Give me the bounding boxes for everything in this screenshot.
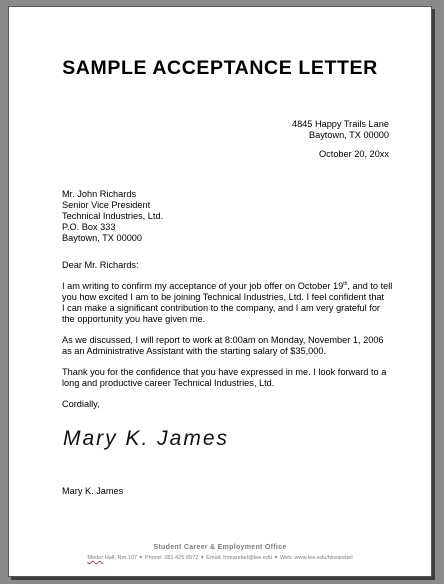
closing: Cordially, <box>62 399 100 409</box>
footer-office-name: Student Career & Employment Office <box>153 544 287 551</box>
paragraph-1-line-4: the opportunity you have given me. <box>62 314 206 324</box>
paragraph-1-line-2: you how excited I am to be joining Technical Industries, Ltd. I feel confident that <box>62 292 385 302</box>
paragraph-1-line-1: I am writing to confirm my acceptance of your job offer on October 19th, and to tell <box>62 280 393 291</box>
printed-name: Mary K. James <box>62 486 124 496</box>
paragraph-2-line-2: as an Administrative Assistant with the starting salary of $35,000. <box>62 346 327 356</box>
paragraph-1-line-3: I can make a significant contribution to the company, and I am very grateful for <box>62 303 380 313</box>
letter-date: October 20, 20xx <box>319 149 389 159</box>
salutation: Dear Mr. Richards: <box>62 260 139 270</box>
recipient-po-box: P.O. Box 333 <box>62 222 116 232</box>
signature: Mary K. James <box>63 427 230 450</box>
letter-page <box>8 6 432 577</box>
paragraph-3-line-2: long and productive career Technical Industries, Ltd. <box>62 378 275 388</box>
footer-contact-details: Hall, Rm 107 ✦ Phone: 281.425.6572 ✦ Email: hirearebel@lee.edu ✦ Web: www.lee.edu/hirearebel <box>103 555 353 561</box>
sender-address-line-2: Baytown, TX 00000 <box>308 130 389 140</box>
footer-contact-line <box>9 555 431 561</box>
paragraph-3-line-1: Thank you for the confidence that you have expressed in me. I look forward to a <box>62 367 387 377</box>
recipient-company: Technical Industries, Ltd. <box>62 211 164 221</box>
letter-title: SAMPLE ACCEPTANCE LETTER <box>62 57 378 79</box>
recipient-city: Baytown, TX 00000 <box>62 233 143 243</box>
footer-building: Moder <box>87 555 104 561</box>
recipient-name: Mr. John Richards <box>62 189 137 199</box>
sender-address-line-1: 4845 Happy Trails Lane <box>291 119 389 129</box>
paragraph-2-line-1: As we discussed, I will report to work at 8:00am on Monday, November 1, 2006 <box>62 335 384 345</box>
recipient-title: Senior Vice President <box>62 200 151 210</box>
